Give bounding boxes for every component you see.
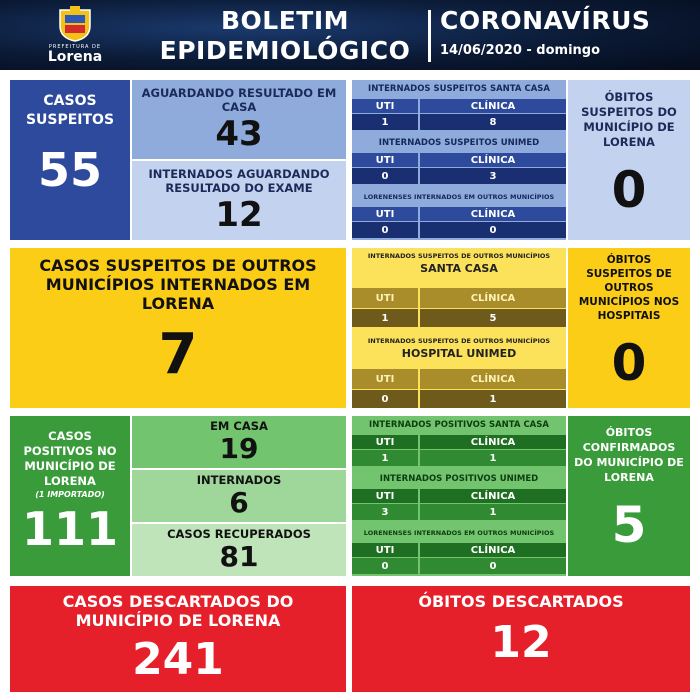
recovered-value: 81	[219, 540, 259, 573]
discarded-cases-label: CASOS DESCARTADOS DO MUNICÍPIO DE LORENA	[62, 592, 294, 630]
table-title: LORENENSES INTERNADOS EM OUTROS MUNICÍPIOS	[352, 188, 566, 206]
clinica-value: 1	[420, 504, 566, 520]
hospitalized-awaiting-card	[132, 161, 346, 240]
uti-value: 1	[352, 450, 418, 466]
other-cities-deaths-label: ÓBITOS SUSPEITOS DE OUTROS MUNICÍPIOS NOS HOSPITAIS	[578, 254, 680, 322]
uti-header: UTI	[352, 207, 418, 221]
clinica-header: CLÍNICA	[420, 435, 566, 449]
header-banner	[0, 0, 700, 70]
table-subtitle: INTERNADOS SUSPEITOS DE OUTROS MUNICÍPIOS	[367, 337, 551, 345]
clinica-value: 0	[420, 558, 566, 574]
table-title: SANTA CASA	[420, 262, 498, 275]
uti-header: UTI	[352, 288, 418, 308]
coat-of-arms-icon	[56, 6, 94, 42]
subject-title: CORONAVÍRUS	[440, 6, 651, 35]
title-line-2: EPIDEMIOLÓGICO	[159, 36, 411, 65]
uti-header: UTI	[352, 369, 418, 389]
recovered-label: CASOS RECUPERADOS	[167, 527, 311, 541]
table-subtitle: INTERNADOS SUSPEITOS DE OUTROS MUNICÍPIOS	[367, 252, 551, 260]
clinica-value: 1	[420, 450, 566, 466]
table-title: INTERNADOS POSITIVOS SANTA CASA	[369, 419, 549, 430]
positive-cases-label: CASOS POSITIVOS NO MUNICÍPIO DE LORENA	[23, 428, 117, 488]
header-divider	[428, 10, 431, 62]
title-line-1: BOLETIM	[220, 6, 350, 35]
table-title: LORENENSES INTERNADOS EM OUTROS MUNICÍPIOS	[363, 528, 555, 537]
bulletin-date: 14/06/2020 - domingo	[440, 43, 601, 58]
confirmed-deaths-value: 5	[611, 496, 647, 554]
uti-header: UTI	[352, 153, 418, 167]
discarded-cases-value: 241	[132, 634, 224, 685]
other-cities-value: 7	[158, 321, 198, 387]
table-title: INTERNADOS SUSPEITOS SANTA CASA	[352, 80, 566, 98]
uti-value: 0	[352, 168, 418, 184]
positive-home-card	[132, 416, 346, 468]
uti-value: 0	[352, 222, 418, 238]
other-cities-deaths-card	[568, 248, 690, 408]
other-cities-label: CASOS SUSPEITOS DE OUTROS MUNICÍPIOS INTERNADOS EM LORENA	[39, 255, 317, 313]
hospitalized-awaiting-value: 12	[215, 194, 263, 235]
discarded-deaths-value: 12	[490, 616, 552, 668]
discarded-deaths-label: ÓBITOS DESCARTADOS	[418, 591, 624, 611]
clinica-header: CLÍNICA	[420, 489, 566, 503]
suspect-deaths-value: 0	[611, 161, 647, 219]
positive-hospital-tables	[352, 416, 566, 576]
positive-hospitalized-value: 6	[229, 486, 249, 519]
hospitalized-awaiting-label: INTERNADOS AGUARDANDO RESULTADO DO EXAME	[148, 166, 330, 195]
confirmed-deaths-card	[568, 416, 690, 576]
discarded-deaths-card	[352, 586, 690, 692]
clinica-header: CLÍNICA	[420, 207, 566, 221]
awaiting-home-card	[132, 80, 346, 159]
city-logo	[30, 4, 120, 66]
clinica-value: 8	[420, 114, 566, 130]
clinica-header: CLÍNICA	[420, 153, 566, 167]
awaiting-home-label: AGUARDANDO RESULTADO EM CASA	[141, 85, 337, 114]
other-cities-tables	[352, 248, 566, 408]
suspect-deaths-label: ÓBITOS SUSPEITOS DO MUNICÍPIO DE LORENA	[581, 90, 677, 149]
suspect-cases-total-card	[10, 80, 130, 240]
positive-cases-total-card	[10, 416, 130, 576]
uti-header: UTI	[352, 543, 418, 557]
table-title: INTERNADOS SUSPEITOS UNIMED	[352, 134, 566, 152]
logo-name: Lorena	[47, 48, 103, 65]
header-subject-block	[440, 6, 690, 62]
logo-caption: PREFEITURA DE	[48, 43, 102, 50]
table-title-block	[352, 331, 566, 365]
bulletin-title	[150, 6, 420, 66]
positive-hospitalized-card	[132, 470, 346, 522]
table-title-block	[352, 250, 566, 276]
clinica-header: CLÍNICA	[420, 288, 566, 308]
clinica-header: CLÍNICA	[420, 99, 566, 113]
uti-value: 3	[352, 504, 418, 520]
uti-value: 0	[352, 390, 418, 408]
clinica-header: CLÍNICA	[420, 369, 566, 389]
suspect-hospital-tables	[352, 80, 566, 240]
table-title: HOSPITAL UNIMED	[401, 347, 517, 360]
positive-cases-value: 111	[21, 501, 119, 556]
uti-header: UTI	[352, 99, 418, 113]
confirmed-deaths-label: ÓBITOS CONFIRMADOS DO MUNICÍPIO DE LORENA	[574, 426, 684, 484]
positive-home-value: 19	[219, 432, 259, 465]
uti-value: 1	[352, 309, 418, 327]
clinica-value: 5	[420, 309, 566, 327]
uti-value: 0	[352, 558, 418, 574]
clinica-value: 1	[420, 390, 566, 408]
positive-home-label: EM CASA	[210, 419, 268, 433]
table-title: INTERNADOS POSITIVOS UNIMED	[379, 473, 539, 484]
clinica-value: 3	[420, 168, 566, 184]
uti-header: UTI	[352, 489, 418, 503]
other-cities-card	[10, 248, 346, 408]
suspect-cases-label: CASOS SUSPEITOS	[25, 93, 115, 128]
other-cities-deaths-value: 0	[611, 334, 647, 392]
clinica-header: CLÍNICA	[420, 543, 566, 557]
positive-hospitalized-label: INTERNADOS	[196, 473, 282, 487]
suspect-deaths-card	[568, 80, 690, 240]
clinica-value: 0	[420, 222, 566, 238]
discarded-cases-card	[10, 586, 346, 692]
uti-value: 1	[352, 114, 418, 130]
suspect-cases-value: 55	[37, 143, 102, 197]
recovered-card	[132, 524, 346, 576]
awaiting-home-value: 43	[215, 113, 263, 154]
uti-header: UTI	[352, 435, 418, 449]
imported-note: (1 IMPORTADO)	[35, 489, 105, 499]
